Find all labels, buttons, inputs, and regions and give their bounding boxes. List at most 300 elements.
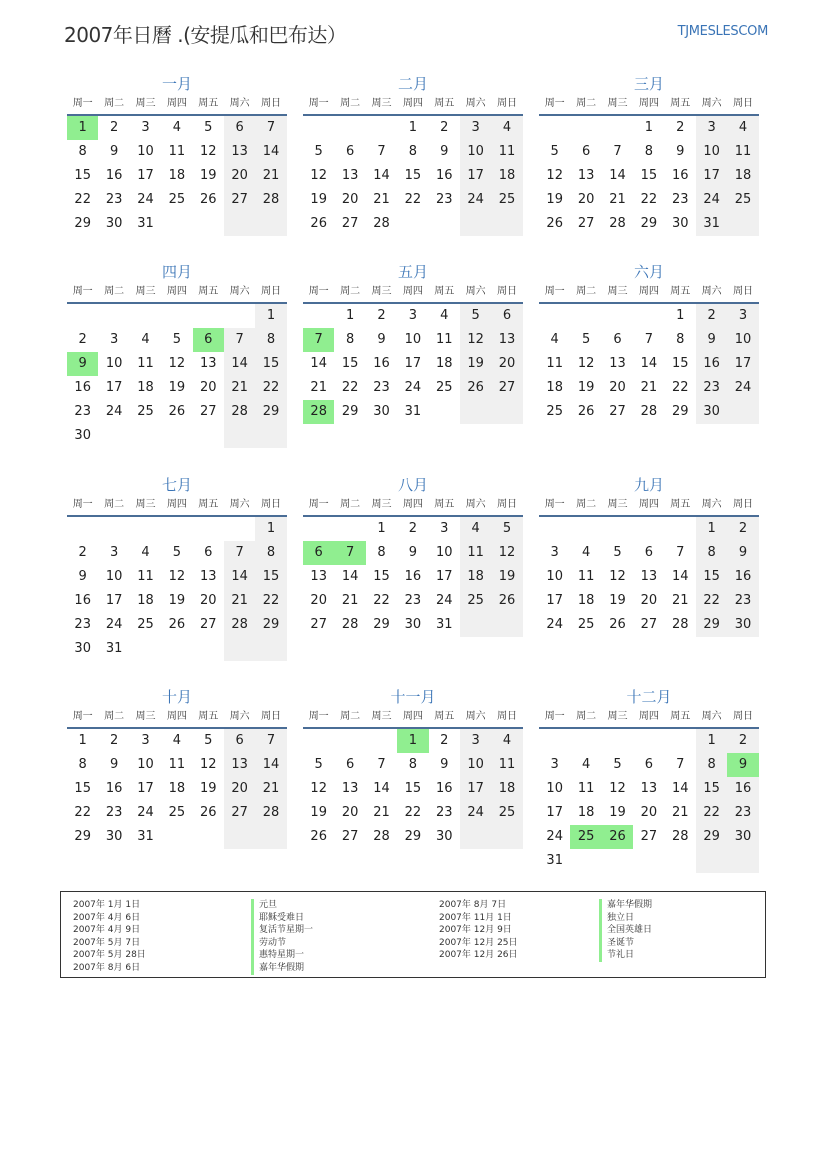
day-cell: 6	[204, 545, 213, 560]
day-cell: 4	[581, 757, 591, 772]
day-cell: 16	[373, 356, 390, 371]
weekday-label: 周四	[638, 711, 659, 722]
day-cell: 10	[105, 569, 123, 584]
day-cell: 17	[727, 352, 758, 376]
day-cell: 20	[341, 192, 359, 207]
day-cell: 21	[341, 593, 359, 608]
day-cell: 7	[377, 757, 386, 772]
day-cell: 27	[609, 404, 626, 419]
day-cell: 26	[460, 376, 491, 400]
day-cell: 2	[377, 308, 386, 323]
weekday-label: 周日	[497, 98, 518, 109]
weekday-label: 周四	[638, 98, 659, 109]
day-cell: 23	[105, 192, 123, 207]
holiday-day-cell: 1	[67, 116, 98, 140]
day-cell: 5	[460, 304, 491, 328]
day-cell: 8	[644, 144, 653, 159]
day-cell: 5	[613, 757, 622, 772]
day-cell: 8	[345, 332, 355, 347]
weekday-label: 周六	[229, 286, 250, 297]
day-cell: 22	[255, 589, 286, 613]
day-cell: 1	[255, 517, 286, 541]
legend-date: 2007年 1月 1日	[73, 900, 141, 910]
day-cell: 19	[546, 192, 563, 207]
empty-cell	[224, 212, 255, 236]
day-cell: 10	[105, 356, 123, 371]
day-grid	[303, 517, 523, 637]
weekday-label: 周二	[104, 499, 125, 510]
day-cell: 2	[727, 517, 758, 541]
day-cell: 18	[137, 593, 154, 608]
day-cell: 15	[404, 781, 422, 796]
day-cell: 4	[172, 733, 181, 748]
day-cell: 24	[546, 829, 563, 844]
weekday-header	[539, 707, 759, 729]
weekday-label: 周日	[261, 711, 282, 722]
day-cell: 28	[640, 404, 658, 419]
day-cell: 9	[727, 541, 758, 565]
weekday-header	[303, 282, 523, 304]
day-cell: 22	[696, 801, 727, 825]
day-cell: 23	[373, 380, 390, 395]
day-cell: 29	[74, 829, 91, 844]
day-cell: 12	[577, 356, 595, 371]
day-grid	[303, 304, 523, 424]
day-cell: 30	[727, 613, 758, 637]
weekday-label: 周五	[670, 286, 691, 297]
day-cell: 15	[671, 356, 689, 371]
weekday-label: 周四	[166, 286, 187, 297]
holiday-day-cell: 26	[602, 825, 633, 849]
day-cell: 15	[341, 356, 359, 371]
empty-cell	[570, 849, 601, 873]
weekday-label: 周日	[733, 98, 754, 109]
day-cell: 5	[172, 332, 181, 347]
weekday-label: 周二	[104, 711, 125, 722]
day-cell: 6	[345, 757, 355, 772]
holiday-day-cell: 9	[727, 753, 758, 777]
day-cell: 12	[491, 541, 522, 565]
weekday-label: 周一	[544, 499, 565, 510]
weekday-label: 周一	[72, 286, 93, 297]
day-cell: 14	[609, 168, 626, 183]
empty-cell	[161, 637, 192, 661]
empty-cell	[539, 116, 570, 140]
empty-cell	[193, 517, 224, 541]
legend-holiday-name: 嘉年华假期	[599, 899, 652, 912]
day-cell: 5	[314, 144, 323, 159]
day-cell: 13	[609, 356, 626, 371]
month-calendar	[303, 475, 523, 637]
legend-holiday-name: 元旦	[251, 899, 313, 912]
day-cell: 17	[460, 777, 491, 801]
weekday-label: 周三	[135, 499, 156, 510]
day-grid	[539, 116, 759, 236]
day-grid	[67, 304, 287, 448]
day-cell: 16	[105, 781, 123, 796]
day-cell: 22	[255, 376, 286, 400]
day-cell: 21	[640, 380, 658, 395]
page-title: 2007年日曆 .(安提瓜和巴布达）	[64, 23, 347, 47]
empty-cell	[193, 212, 224, 236]
empty-cell	[161, 825, 192, 849]
day-cell: 7	[613, 144, 622, 159]
day-cell: 15	[74, 168, 91, 183]
weekday-label: 周三	[607, 711, 628, 722]
day-cell: 15	[255, 565, 286, 589]
weekday-label: 周三	[371, 711, 392, 722]
weekday-label: 周二	[576, 286, 597, 297]
day-cell: 27	[341, 216, 359, 231]
day-cell: 21	[224, 589, 255, 613]
month-title: 六月	[633, 263, 664, 281]
empty-cell	[98, 304, 129, 328]
day-cell: 11	[460, 541, 491, 565]
weekday-label: 周一	[544, 286, 565, 297]
day-cell: 13	[341, 168, 359, 183]
weekday-label: 周一	[308, 499, 329, 510]
day-cell: 5	[172, 545, 181, 560]
day-cell: 1	[408, 120, 417, 135]
day-cell: 27	[224, 801, 255, 825]
legend-holiday-name: 嘉年华假期	[251, 962, 313, 975]
day-cell: 27	[640, 829, 658, 844]
day-cell: 29	[640, 216, 658, 231]
day-cell: 17	[696, 164, 727, 188]
empty-cell	[665, 729, 696, 753]
day-cell: 30	[74, 428, 91, 443]
empty-cell	[303, 116, 334, 140]
weekday-header	[67, 707, 287, 729]
weekday-label: 周五	[434, 711, 455, 722]
day-cell: 7	[377, 144, 386, 159]
weekday-label: 周日	[733, 499, 754, 510]
day-cell: 11	[137, 569, 154, 584]
empty-cell	[303, 517, 334, 541]
day-cell: 24	[404, 380, 422, 395]
month-title: 八月	[397, 476, 428, 494]
day-cell: 25	[435, 380, 453, 395]
day-cell: 10	[404, 332, 422, 347]
empty-cell	[130, 304, 161, 328]
empty-cell	[602, 304, 633, 328]
weekday-label: 周六	[229, 499, 250, 510]
day-cell: 29	[255, 400, 286, 424]
legend-date: 2007年 5月 28日	[73, 950, 146, 961]
day-cell: 15	[255, 352, 286, 376]
day-cell: 10	[696, 140, 727, 164]
empty-cell	[460, 825, 491, 849]
day-cell: 20	[640, 805, 658, 820]
month-title: 四月	[161, 263, 192, 281]
day-cell: 7	[644, 332, 653, 347]
month-title: 一月	[161, 75, 192, 93]
day-cell: 19	[609, 805, 626, 820]
day-cell: 26	[546, 216, 563, 231]
weekday-label: 周三	[371, 98, 392, 109]
weekday-header	[67, 94, 287, 116]
day-cell: 1	[255, 304, 286, 328]
day-cell: 29	[255, 613, 286, 637]
empty-cell	[491, 613, 522, 637]
month-calendar	[303, 74, 523, 236]
empty-cell	[602, 517, 633, 541]
weekday-label: 周日	[733, 711, 754, 722]
day-cell: 30	[373, 404, 390, 419]
legend-holiday-name: 节礼日	[599, 949, 652, 962]
legend-holiday-name: 劳动节	[251, 937, 313, 950]
empty-cell	[491, 825, 522, 849]
day-cell: 28	[341, 617, 359, 632]
weekday-label: 周六	[465, 711, 486, 722]
day-cell: 16	[404, 569, 422, 584]
month-title: 七月	[161, 476, 192, 494]
day-cell: 9	[109, 757, 119, 772]
day-cell: 20	[491, 352, 522, 376]
day-cell: 23	[74, 617, 91, 632]
day-cell: 21	[255, 777, 286, 801]
day-cell: 3	[727, 304, 758, 328]
day-cell: 21	[255, 164, 286, 188]
weekday-label: 周六	[465, 286, 486, 297]
day-cell: 2	[676, 120, 685, 135]
day-cell: 20	[199, 380, 217, 395]
empty-cell	[602, 116, 633, 140]
day-cell: 8	[78, 144, 87, 159]
day-grid	[539, 517, 759, 637]
day-cell: 6	[224, 116, 255, 140]
weekday-label: 周三	[135, 286, 156, 297]
holiday-day-cell: 7	[303, 328, 334, 352]
empty-cell	[303, 304, 334, 328]
day-cell: 10	[546, 781, 563, 796]
day-cell: 9	[696, 328, 727, 352]
day-cell: 17	[546, 805, 563, 820]
day-cell: 30	[696, 400, 727, 424]
day-cell: 22	[74, 192, 91, 207]
day-cell: 8	[696, 541, 727, 565]
day-cell: 12	[609, 569, 626, 584]
day-cell: 16	[74, 593, 91, 608]
month-calendar	[303, 687, 523, 849]
empty-cell	[98, 424, 129, 448]
day-cell: 23	[727, 589, 758, 613]
brand-logo[interactable]: TJMESLESCOM	[677, 24, 768, 39]
empty-cell	[491, 400, 522, 424]
weekday-label: 周六	[701, 499, 722, 510]
day-cell: 2	[109, 733, 119, 748]
day-cell: 3	[550, 757, 559, 772]
day-cell: 26	[168, 404, 186, 419]
weekday-label: 周日	[497, 286, 518, 297]
day-cell: 14	[373, 781, 390, 796]
day-cell: 28	[373, 216, 390, 231]
day-cell: 9	[408, 545, 417, 560]
empty-cell	[570, 116, 601, 140]
day-cell: 29	[671, 404, 689, 419]
legend-dates-right	[439, 899, 518, 962]
day-cell: 12	[609, 781, 626, 796]
day-cell: 6	[345, 144, 355, 159]
weekday-label: 周一	[308, 98, 329, 109]
holiday-day-cell: 1	[397, 729, 428, 753]
day-cell: 8	[255, 541, 286, 565]
legend-date: 2007年 11月 1日	[439, 912, 512, 923]
empty-cell	[193, 424, 224, 448]
empty-cell	[665, 849, 696, 873]
day-cell: 7	[224, 541, 255, 565]
weekday-label: 周四	[638, 286, 659, 297]
day-cell: 31	[105, 641, 123, 656]
day-cell: 12	[168, 569, 186, 584]
day-cell: 20	[224, 777, 255, 801]
day-cell: 14	[373, 168, 390, 183]
day-cell: 2	[727, 729, 758, 753]
weekday-label: 周六	[465, 499, 486, 510]
weekday-header	[539, 282, 759, 304]
holiday-legend	[60, 891, 766, 978]
day-cell: 23	[105, 805, 123, 820]
day-cell: 17	[546, 593, 563, 608]
day-cell: 23	[404, 593, 422, 608]
day-cell: 25	[168, 805, 186, 820]
day-cell: 3	[141, 120, 150, 135]
day-cell: 10	[460, 140, 491, 164]
empty-cell	[67, 517, 98, 541]
day-cell: 15	[404, 168, 422, 183]
day-cell: 25	[491, 801, 522, 825]
day-cell: 13	[640, 781, 658, 796]
weekday-label: 周六	[229, 711, 250, 722]
day-cell: 20	[640, 593, 658, 608]
day-cell: 26	[199, 805, 217, 820]
day-cell: 25	[491, 188, 522, 212]
day-cell: 22	[74, 805, 91, 820]
day-grid	[67, 116, 287, 236]
weekday-header	[67, 282, 287, 304]
day-cell: 6	[613, 332, 622, 347]
legend-date: 2007年 4月 6日	[73, 912, 141, 923]
day-cell: 11	[546, 356, 563, 371]
day-cell: 12	[199, 757, 217, 772]
day-cell: 13	[577, 168, 595, 183]
month-calendar	[539, 74, 759, 236]
day-cell: 21	[609, 192, 626, 207]
day-cell: 22	[640, 192, 658, 207]
day-cell: 28	[671, 617, 689, 632]
day-cell: 19	[460, 352, 491, 376]
day-cell: 9	[109, 144, 119, 159]
day-cell: 3	[408, 308, 417, 323]
weekday-label: 周六	[701, 286, 722, 297]
day-cell: 19	[168, 380, 186, 395]
empty-cell	[255, 424, 286, 448]
weekday-label: 周四	[166, 711, 187, 722]
day-cell: 13	[640, 569, 658, 584]
empty-cell	[161, 517, 192, 541]
day-cell: 2	[78, 332, 87, 347]
day-cell: 20	[224, 164, 255, 188]
day-cell: 23	[435, 805, 453, 820]
weekday-label: 周三	[371, 499, 392, 510]
empty-cell	[161, 424, 192, 448]
day-cell: 15	[696, 565, 727, 589]
day-cell: 8	[255, 328, 286, 352]
empty-cell	[161, 304, 192, 328]
day-cell: 8	[408, 144, 417, 159]
day-cell: 9	[78, 569, 87, 584]
weekday-label: 周一	[72, 98, 93, 109]
month-calendar	[539, 475, 759, 637]
empty-cell	[98, 517, 129, 541]
empty-cell	[696, 849, 727, 873]
day-cell: 12	[168, 356, 186, 371]
day-cell: 18	[168, 781, 186, 796]
empty-cell	[303, 729, 334, 753]
weekday-label: 周四	[166, 98, 187, 109]
month-calendar	[539, 687, 759, 873]
day-cell: 16	[671, 168, 689, 183]
day-cell: 26	[491, 589, 522, 613]
day-cell: 3	[109, 332, 119, 347]
day-cell: 25	[727, 188, 758, 212]
empty-cell	[665, 517, 696, 541]
day-cell: 1	[377, 521, 386, 536]
day-cell: 1	[78, 733, 87, 748]
day-cell: 4	[581, 545, 591, 560]
weekday-label: 周日	[497, 711, 518, 722]
day-cell: 30	[105, 829, 123, 844]
weekday-label: 周二	[104, 286, 125, 297]
day-cell: 10	[435, 545, 453, 560]
weekday-label: 周二	[340, 98, 361, 109]
day-cell: 28	[224, 613, 255, 637]
day-cell: 29	[373, 617, 390, 632]
empty-cell	[224, 304, 255, 328]
day-cell: 11	[435, 332, 453, 347]
day-cell: 7	[255, 729, 286, 753]
day-cell: 27	[577, 216, 595, 231]
month-title: 五月	[397, 263, 428, 281]
weekday-label: 周二	[340, 711, 361, 722]
day-cell: 4	[172, 120, 181, 135]
weekday-label: 周一	[544, 98, 565, 109]
day-cell: 20	[609, 380, 626, 395]
day-cell: 13	[224, 140, 255, 164]
empty-cell	[460, 400, 491, 424]
day-cell: 23	[727, 801, 758, 825]
day-cell: 7	[676, 757, 685, 772]
day-cell: 20	[577, 192, 595, 207]
day-cell: 16	[435, 168, 453, 183]
day-cell: 12	[460, 328, 491, 352]
day-cell: 21	[310, 380, 327, 395]
day-cell: 7	[676, 545, 685, 560]
day-cell: 16	[727, 565, 758, 589]
day-cell: 12	[546, 168, 563, 183]
weekday-label: 周一	[72, 711, 93, 722]
day-cell: 22	[404, 192, 422, 207]
day-cell: 4	[491, 729, 522, 753]
month-title: 三月	[633, 75, 664, 93]
day-cell: 14	[310, 356, 327, 371]
day-cell: 2	[440, 733, 449, 748]
day-cell: 24	[105, 404, 123, 419]
weekday-header	[303, 94, 523, 116]
weekday-label: 周五	[434, 499, 455, 510]
weekday-label: 周四	[402, 499, 423, 510]
day-cell: 11	[168, 144, 186, 159]
